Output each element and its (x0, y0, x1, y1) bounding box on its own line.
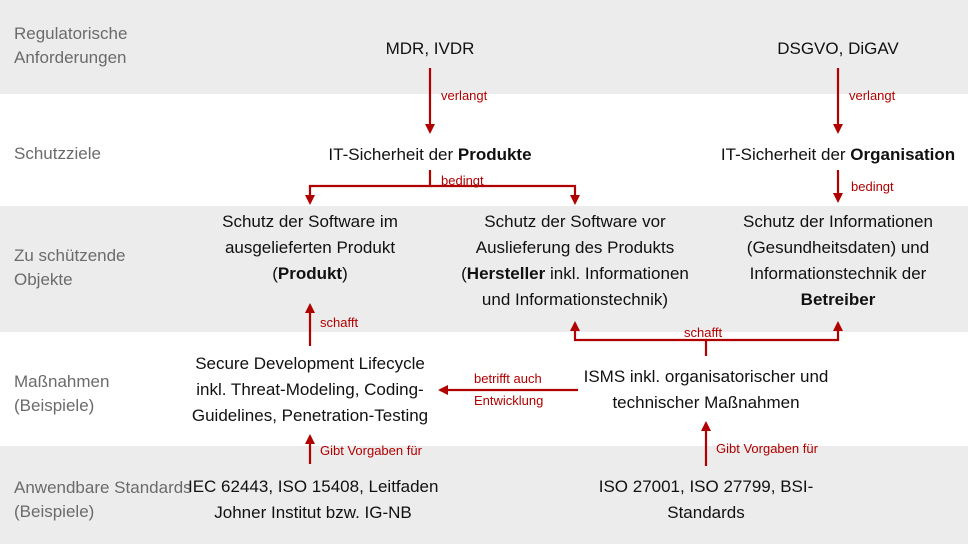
node-sdl (180, 351, 440, 429)
node-it-organisation-bold: Organisation (850, 145, 956, 164)
sdl-line2: inkl. Threat-Modeling, Coding- (196, 380, 424, 399)
schutz-informationen-line2: (Gesundheitsdaten) und (746, 238, 930, 257)
schutz-produkt-line2: ausgelieferten Produkt (224, 238, 396, 257)
node-it-organisation-text: IT-Sicherheit der (720, 145, 851, 164)
node-schutz-produkt (200, 209, 420, 287)
node-dsgvo-digav: DSGVO, DiGAV (777, 39, 899, 58)
node-isms (580, 364, 832, 416)
schutz-auslieferung-line4: und Informationstechnik) (481, 290, 669, 309)
node-it-produkte-bold: Produkte (457, 145, 532, 164)
schutz-auslieferung-pre3: ( (461, 264, 467, 283)
schutz-informationen-line1: Schutz der Informationen (743, 212, 933, 231)
node-iec-standards (188, 474, 438, 526)
row-label-standards: Anwendbare Standards (Beispiele) (14, 478, 192, 521)
schutz-auslieferung-post3: inkl. Informationen (545, 264, 689, 283)
edge-label-vorgaben-left: Gibt Vorgaben für (320, 443, 422, 458)
iec-line2: Johner Institut bzw. IG-NB (214, 503, 412, 522)
edge-label-schafft-left: schafft (320, 315, 359, 330)
sdl-line1: Secure Development Lifecycle (195, 354, 425, 373)
sdl-line3: Guidelines, Penetration-Testing (191, 406, 429, 425)
iso-line1: ISO 27001, ISO 27799, BSI- (598, 477, 814, 496)
schutz-auslieferung-bold3: Hersteller (466, 264, 546, 283)
edge-label-betrifft-2: Entwicklung (474, 393, 544, 408)
schutz-produkt-post3: ) (342, 264, 348, 283)
schutz-produkt-bold3: Produkt (277, 264, 343, 283)
row-label-schutzziele: Schutzziele (14, 144, 101, 163)
node-schutz-informationen (725, 209, 951, 313)
schutz-informationen-line4 (725, 287, 951, 313)
row-label-regulatorisch: Regulatorische Anforderungen (14, 24, 128, 67)
iso-line2: Standards (667, 503, 745, 522)
schutz-produkt-pre3: ( (272, 264, 278, 283)
row-label-objekte: Zu schützende Objekte (14, 246, 126, 289)
node-it-sicherheit-organisation (720, 142, 956, 168)
arrow-bedingt-split-right (430, 186, 575, 203)
edge-label-betrifft-1: betrifft auch (474, 371, 542, 386)
node-it-sicherheit-produkte (300, 142, 560, 168)
row-label-massnahmen: Maßnahmen (Beispiele) (14, 372, 110, 415)
schutz-informationen-line3: Informationstechnik der (749, 264, 927, 283)
node-iso-standards (596, 474, 816, 526)
node-mdr-ivdr: MDR, IVDR (385, 39, 475, 58)
iec-line1: IEC 62443, ISO 15408, Leitfaden (188, 477, 439, 496)
isms-line1: ISMS inkl. organisatorischer und (583, 367, 829, 386)
schutz-produkt-line3 (200, 261, 420, 287)
edge-label-bedingt-left: bedingt (441, 173, 484, 188)
node-it-produkte-text: IT-Sicherheit der (328, 145, 458, 164)
schutz-produkt-line1: Schutz der Software im (222, 212, 398, 231)
edge-label-vorgaben-right: Gibt Vorgaben für (716, 441, 818, 456)
edge-label-schafft-right: schafft (684, 325, 723, 340)
schutz-auslieferung-line2: Auslieferung des Produkts (475, 238, 675, 257)
edge-label-verlangt-left: verlangt (441, 88, 488, 103)
node-schutz-auslieferung (455, 209, 695, 313)
schutz-auslieferung-line1: Schutz der Software vor (484, 212, 666, 231)
arrow-bedingt-split (310, 170, 430, 203)
schutz-informationen-bold4: Betreiber (800, 290, 876, 309)
edge-label-verlangt-right: verlangt (849, 88, 896, 103)
schutz-auslieferung-line3 (455, 261, 695, 287)
isms-line2: technischer Maßnahmen (612, 393, 800, 412)
edge-label-bedingt-right: bedingt (851, 179, 894, 194)
arrow-schafft-right-split-2 (706, 323, 838, 340)
